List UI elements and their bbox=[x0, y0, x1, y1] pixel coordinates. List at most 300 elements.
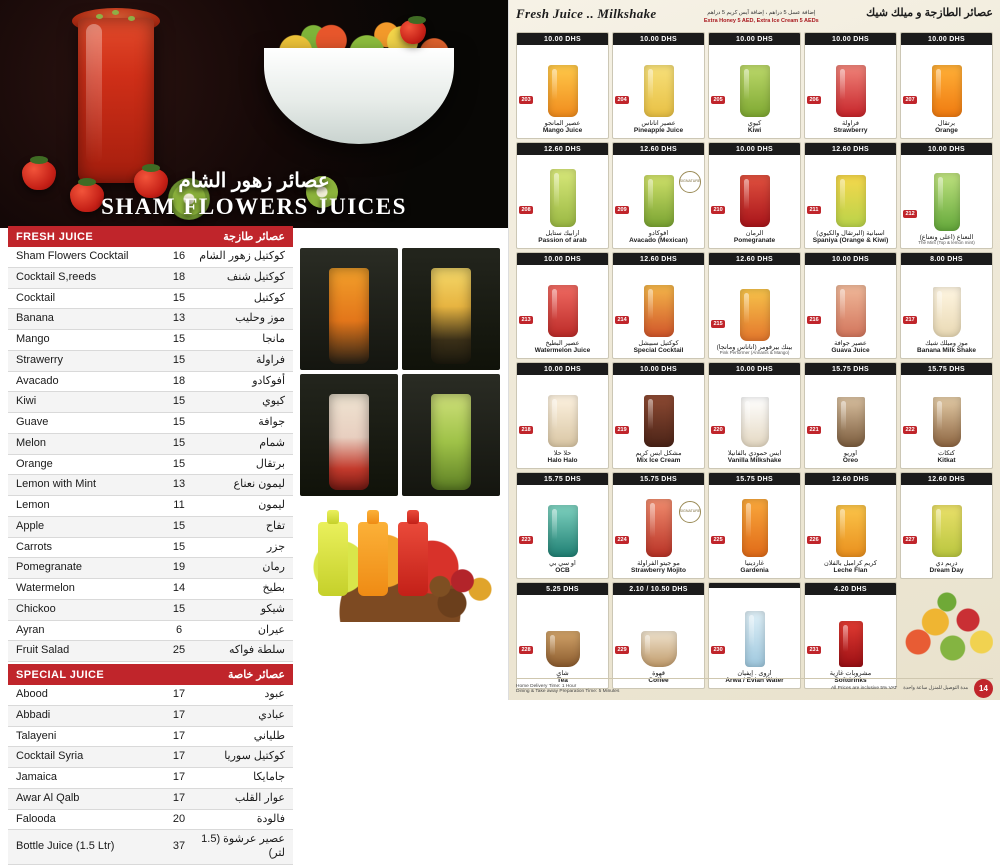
item-name-en: Pomegranate bbox=[16, 561, 83, 574]
product-image bbox=[613, 595, 704, 670]
price-badge: 5.25 DHS bbox=[517, 583, 608, 595]
item-number: 216 bbox=[807, 316, 821, 324]
menu-row bbox=[8, 247, 293, 268]
product-cell[interactable] bbox=[708, 32, 801, 139]
product-image bbox=[709, 375, 800, 450]
menu-row bbox=[8, 289, 293, 310]
item-name-en: Chickoo bbox=[16, 602, 56, 615]
menu-list bbox=[8, 226, 293, 865]
item-name-en: Awar Al Qalb bbox=[16, 791, 80, 804]
special-juice-rows bbox=[8, 685, 293, 865]
product-name-ar: برتقال bbox=[937, 119, 956, 127]
right-page bbox=[508, 0, 1000, 700]
price-badge: 10.00 DHS bbox=[517, 363, 608, 375]
item-price: 15 bbox=[172, 519, 186, 532]
price-badge: 10.00 DHS bbox=[709, 143, 800, 155]
collage-row bbox=[300, 248, 500, 370]
item-number: 214 bbox=[615, 316, 629, 324]
product-name-ar: حلا حلا bbox=[553, 449, 572, 457]
menu-row bbox=[8, 475, 293, 496]
item-price: 15 bbox=[172, 540, 186, 553]
drink-icon bbox=[836, 175, 866, 227]
page-footer bbox=[516, 678, 993, 696]
item-price: 15 bbox=[172, 436, 186, 449]
layered-drink-icon bbox=[431, 268, 471, 364]
item-name-en: Talayeni bbox=[16, 729, 57, 742]
drink-icon bbox=[740, 289, 770, 341]
product-cell[interactable] bbox=[612, 582, 705, 689]
item-name-ar: كوكتيل سوريا bbox=[224, 750, 285, 763]
item-name-ar: عبادي bbox=[258, 708, 285, 721]
right-page-header bbox=[516, 6, 993, 32]
signature-badge: SIGNATURE bbox=[679, 171, 701, 193]
photo-bottles bbox=[300, 500, 500, 622]
item-name-ar: كوكتيل bbox=[253, 291, 285, 304]
item-number: 228 bbox=[519, 646, 533, 654]
menu-row bbox=[8, 621, 293, 642]
item-number: 219 bbox=[615, 426, 629, 434]
price-badge: 15.75 DHS bbox=[901, 363, 992, 375]
product-name-ar: مو جيتو الفراولة bbox=[637, 559, 680, 567]
vanilla-milkshake-icon bbox=[741, 397, 769, 447]
item-name-ar: عبود bbox=[264, 688, 285, 700]
item-name-ar: عصير عرشوة (1.5 لتر) bbox=[201, 833, 285, 859]
hero-title-english: SHAM FLOWERS JUICES bbox=[101, 194, 407, 219]
drink-icon bbox=[548, 285, 578, 337]
product-name-en: Kitkat bbox=[937, 456, 956, 464]
bottle-icon bbox=[318, 522, 348, 596]
item-name-en: Abood bbox=[16, 688, 48, 700]
item-name-en: Strawerry bbox=[16, 353, 64, 366]
item-price: 16 bbox=[172, 250, 186, 262]
drink-icon bbox=[550, 169, 576, 227]
item-name-ar: جزر bbox=[266, 540, 285, 553]
item-price: 11 bbox=[173, 499, 185, 511]
item-name-en: Jamaica bbox=[16, 771, 57, 783]
item-price: 6 bbox=[175, 623, 183, 636]
product-cell[interactable] bbox=[900, 252, 993, 359]
item-number: 225 bbox=[711, 536, 725, 544]
product-name-ar: أرابيك ستايل bbox=[545, 229, 580, 237]
menu-row bbox=[8, 496, 293, 517]
price-badge: 15.75 DHS bbox=[805, 363, 896, 375]
item-price: 19 bbox=[172, 561, 186, 574]
price-badge: 12.60 DHS bbox=[805, 143, 896, 155]
item-name-en: Fruit Salad bbox=[16, 644, 70, 657]
product-grid bbox=[516, 32, 993, 689]
product-cell[interactable] bbox=[516, 252, 609, 359]
milkshake-icon bbox=[933, 287, 961, 337]
photo-berry-glass bbox=[300, 374, 398, 496]
product-name-ar: عصير جوافة bbox=[834, 339, 867, 347]
menu-row bbox=[8, 747, 293, 768]
product-name-ar: كريم كراميل بالفلان bbox=[824, 559, 877, 567]
product-name-ar: اسبانية (البرتقال والكيوي) bbox=[816, 229, 885, 237]
product-name-en: Banana Milk Shake bbox=[917, 346, 976, 354]
drink-icon bbox=[836, 285, 866, 337]
item-name-en: Lemon with Mint bbox=[16, 478, 97, 491]
product-cell[interactable] bbox=[708, 362, 801, 469]
price-badge: 10.00 DHS bbox=[709, 363, 800, 375]
photo-collage bbox=[300, 248, 500, 622]
product-name-ar: قهوة bbox=[652, 669, 665, 677]
section-header-special-juice bbox=[8, 664, 293, 685]
drink-icon bbox=[932, 65, 962, 117]
item-name-ar: بطيخ bbox=[262, 582, 285, 594]
item-price: 17 bbox=[172, 791, 186, 804]
item-name-en: Melon bbox=[16, 436, 46, 449]
product-name-en: Spaniya (Orange & Kiwi) bbox=[812, 236, 889, 244]
item-number: 224 bbox=[615, 536, 629, 544]
product-cell[interactable] bbox=[708, 252, 801, 359]
product-cell[interactable] bbox=[804, 362, 897, 469]
bottle-icon bbox=[358, 522, 388, 596]
price-badge: 10.00 DHS bbox=[901, 33, 992, 45]
item-name-ar: رمان bbox=[262, 561, 285, 574]
strawberry-icon bbox=[400, 20, 426, 44]
product-image bbox=[517, 265, 608, 340]
item-name-en: Carrots bbox=[16, 540, 53, 553]
product-cell[interactable] bbox=[804, 252, 897, 359]
drink-icon bbox=[644, 65, 674, 117]
extras-note-en: Extra Honey 5 AED, Extra Ice Cream 5 AEDs bbox=[703, 18, 819, 25]
product-name-en: Passion of arab bbox=[538, 236, 587, 244]
product-name-en: Strawberry bbox=[833, 126, 868, 134]
product-image bbox=[901, 375, 992, 450]
section-title-ar: عصائر خاصة bbox=[227, 669, 285, 681]
item-name-ar: شيكو bbox=[260, 602, 285, 615]
fresh-juice-rows bbox=[8, 247, 293, 662]
item-price: 25 bbox=[172, 644, 186, 657]
item-name-en: Banana bbox=[16, 312, 54, 325]
product-name-ar: أو سي بي bbox=[549, 559, 576, 567]
dream-day-icon bbox=[932, 505, 962, 557]
product-name-en: Kiwi bbox=[747, 126, 762, 134]
product-cell[interactable] bbox=[516, 362, 609, 469]
menu-row bbox=[8, 351, 293, 372]
photo-layered-glass bbox=[402, 248, 500, 370]
product-cell[interactable] bbox=[804, 142, 897, 249]
menu-row bbox=[8, 309, 293, 330]
item-price: 17 bbox=[172, 688, 186, 700]
product-image bbox=[613, 265, 704, 340]
collage-row bbox=[300, 374, 500, 496]
item-number: 207 bbox=[903, 96, 917, 104]
product-name-ar: كتكات bbox=[938, 449, 955, 457]
item-name-ar: برتقال bbox=[255, 457, 285, 470]
item-name-ar: عيران bbox=[257, 623, 285, 636]
product-name-en: Vanilla Milkshake bbox=[727, 456, 782, 464]
item-price: 15 bbox=[172, 602, 186, 615]
item-name-en: Lemon bbox=[16, 499, 50, 511]
product-cell[interactable] bbox=[900, 142, 993, 249]
item-name-ar: تفاح bbox=[265, 519, 285, 532]
product-name-en: Orange bbox=[935, 126, 958, 134]
product-cell[interactable] bbox=[708, 472, 801, 579]
product-name-ar: بينك بيرفومر (أناناس ومانجا) bbox=[716, 343, 793, 351]
product-name-en: The Mint (Top & lemon mint) bbox=[918, 240, 975, 246]
item-number: 218 bbox=[519, 426, 533, 434]
product-cell[interactable] bbox=[612, 362, 705, 469]
page-number: 14 bbox=[974, 679, 993, 698]
product-name-ar: شاي bbox=[556, 669, 569, 677]
item-name-ar: أفوكادو bbox=[252, 374, 285, 387]
menu-row bbox=[8, 600, 293, 621]
item-price: 13 bbox=[172, 478, 186, 491]
product-name-en: Mango Juice bbox=[542, 126, 583, 134]
signature-badge: SIGNATURE bbox=[679, 501, 701, 523]
vat-note: All Prices are inclusive 5% VAT bbox=[831, 686, 898, 691]
product-name-en: Guava Juice bbox=[831, 346, 870, 354]
item-number: 217 bbox=[903, 316, 917, 324]
product-name-ar: النعناع (أعلى ونعناع) bbox=[919, 233, 974, 241]
menu-row bbox=[8, 268, 293, 289]
item-name-en: Falooda bbox=[16, 812, 56, 825]
product-name-ar: الرمان bbox=[745, 229, 764, 237]
delivery-time-ar: مدة التوصيل للمنزل ساعة واحدة bbox=[903, 686, 968, 691]
price-badge: 15.75 DHS bbox=[709, 473, 800, 485]
water-bottle-icon bbox=[745, 611, 765, 667]
item-price: 15 bbox=[172, 333, 186, 345]
price-badge: 10.00 DHS bbox=[805, 33, 896, 45]
product-image bbox=[709, 155, 800, 230]
item-name-ar: فالودة bbox=[256, 812, 285, 825]
menu-row bbox=[8, 372, 293, 393]
price-badge: 12.60 DHS bbox=[709, 253, 800, 265]
item-name-en: Cocktail bbox=[16, 291, 56, 304]
pistachio-icon bbox=[112, 10, 119, 15]
price-badge: 4.20 DHS bbox=[805, 583, 896, 595]
extras-note-ar: إضافة عسل 5 دراهم ، إضافة آيس كريم 5 دراهم bbox=[707, 10, 816, 16]
product-name-en: Softdrinks bbox=[834, 676, 867, 684]
product-name-en: Arwa / Evian Water bbox=[725, 676, 784, 684]
product-image bbox=[517, 155, 608, 230]
item-name-en: Apple bbox=[16, 519, 45, 532]
product-name-en: Pineapple Juice bbox=[633, 126, 684, 134]
item-price: 13 bbox=[172, 312, 186, 325]
item-price: 37 bbox=[172, 840, 186, 853]
product-name-en: Watermelon Juice bbox=[534, 346, 591, 354]
fruit-splash-art bbox=[900, 582, 993, 689]
item-number: 229 bbox=[615, 646, 629, 654]
item-name-ar: شمام bbox=[259, 436, 285, 449]
drink-icon bbox=[934, 173, 960, 231]
section-title-en: SPECIAL JUICE bbox=[16, 668, 105, 681]
item-number: 208 bbox=[519, 206, 533, 214]
menu-row bbox=[8, 810, 293, 831]
product-name-ar: مشروبات غازية bbox=[829, 669, 872, 677]
menu-row bbox=[8, 685, 293, 706]
menu-row bbox=[8, 434, 293, 455]
item-name-en: Kiwi bbox=[16, 395, 37, 408]
item-name-en: Cocktail Syria bbox=[16, 750, 84, 763]
ice-cream-icon bbox=[644, 395, 674, 447]
product-cell[interactable] bbox=[516, 142, 609, 249]
item-number: 210 bbox=[711, 206, 725, 214]
item-number: 203 bbox=[519, 96, 533, 104]
kitkat-shake-icon bbox=[933, 397, 961, 447]
product-name-en: Special Cocktail bbox=[633, 346, 684, 354]
preparation-time: Dining & Take away Preparation Time: 5 Minutes bbox=[516, 688, 620, 694]
product-name-en: OCB bbox=[555, 566, 570, 574]
product-cell[interactable] bbox=[900, 472, 993, 579]
product-cell[interactable] bbox=[612, 472, 705, 579]
product-cell[interactable] bbox=[612, 32, 705, 139]
item-price: 18 bbox=[172, 374, 186, 387]
item-price: 17 bbox=[172, 750, 186, 763]
product-image bbox=[613, 45, 704, 120]
item-price: 17 bbox=[172, 708, 186, 721]
pistachio-icon bbox=[128, 16, 135, 21]
menu-row bbox=[8, 517, 293, 538]
halo-halo-icon bbox=[548, 395, 578, 447]
product-image bbox=[901, 485, 992, 560]
product-cell[interactable] bbox=[708, 582, 801, 689]
product-cell[interactable] bbox=[900, 362, 993, 469]
right-page-title-ar: عصائر الطازجة و ميلك شيك bbox=[866, 7, 993, 19]
product-cell[interactable] bbox=[516, 32, 609, 139]
berry-drink-icon bbox=[329, 394, 369, 490]
drink-icon bbox=[644, 285, 674, 337]
product-image bbox=[901, 265, 992, 340]
item-name-en: Orange bbox=[16, 457, 53, 470]
item-number: 226 bbox=[807, 536, 821, 544]
product-name-ar: موز وميلك شيك bbox=[925, 339, 968, 347]
product-name-en: Oreo bbox=[842, 456, 859, 464]
price-badge: 12.60 DHS bbox=[613, 143, 704, 155]
item-number: 204 bbox=[615, 96, 629, 104]
tea-cup-icon bbox=[546, 631, 580, 667]
product-image bbox=[709, 45, 800, 120]
soft-drink-can-icon bbox=[839, 621, 863, 667]
product-image bbox=[709, 588, 800, 670]
product-image bbox=[517, 485, 608, 560]
hero-photo bbox=[0, 0, 508, 228]
photo-green-glass bbox=[402, 374, 500, 496]
item-name-ar: جوافة bbox=[258, 416, 285, 428]
product-image bbox=[709, 265, 800, 344]
section-header-fresh-juice bbox=[8, 226, 293, 247]
product-cell[interactable] bbox=[612, 142, 705, 249]
menu-row bbox=[8, 558, 293, 579]
product-name-en: Halo Halo bbox=[547, 456, 578, 464]
price-badge: 8.00 DHS bbox=[901, 253, 992, 265]
product-name-ar: دريم دي bbox=[935, 559, 958, 567]
item-name-ar: كوكتيل زهور الشام bbox=[199, 250, 285, 262]
product-cell[interactable] bbox=[804, 32, 897, 139]
item-number: 205 bbox=[711, 96, 725, 104]
product-name-ar: عصير المانجو bbox=[544, 119, 581, 127]
item-name-en: Abbadi bbox=[16, 708, 51, 721]
drink-icon bbox=[740, 175, 770, 227]
product-name-en: Pomegranate bbox=[733, 236, 776, 244]
menu-row bbox=[8, 413, 293, 434]
item-name-ar: جامايكا bbox=[253, 771, 285, 783]
item-number: 213 bbox=[519, 316, 533, 324]
product-cell[interactable] bbox=[708, 142, 801, 249]
coffee-cup-icon bbox=[641, 631, 677, 667]
product-image bbox=[613, 375, 704, 450]
product-name-en: Pink Performer (Annanis & Mango) bbox=[719, 350, 790, 356]
item-number: 223 bbox=[519, 536, 533, 544]
item-price: 18 bbox=[172, 270, 186, 283]
product-name-en: Avacado (Mexican) bbox=[629, 236, 688, 244]
product-image bbox=[517, 45, 608, 120]
price-badge: 10.00 DHS bbox=[613, 363, 704, 375]
menu-row bbox=[8, 789, 293, 810]
product-image bbox=[709, 485, 800, 560]
menu-row bbox=[8, 330, 293, 351]
item-price: 14 bbox=[172, 582, 186, 594]
item-name-ar: كوكتيل شنف bbox=[226, 270, 285, 283]
product-cell[interactable] bbox=[900, 32, 993, 139]
item-name-ar: موز وحليب bbox=[235, 312, 285, 325]
product-name-ar: أفوكادو bbox=[648, 229, 669, 237]
menu-row bbox=[8, 392, 293, 413]
product-name-ar: فراولة bbox=[841, 119, 860, 127]
item-number: 227 bbox=[903, 536, 917, 544]
mojito-icon bbox=[646, 499, 672, 557]
product-cell[interactable] bbox=[804, 472, 897, 579]
item-name-ar: ليمون bbox=[258, 499, 285, 511]
drink-icon bbox=[836, 65, 866, 117]
section-title-en: FRESH JUICE bbox=[16, 230, 94, 243]
product-cell[interactable] bbox=[612, 252, 705, 359]
menu-row bbox=[8, 830, 293, 865]
item-number: 231 bbox=[807, 646, 821, 654]
item-name-ar: مانجا bbox=[262, 333, 285, 345]
product-image bbox=[613, 485, 704, 560]
drink-icon bbox=[644, 175, 674, 227]
hero-title-arabic: عصائر زهور الشام bbox=[178, 170, 330, 192]
product-cell[interactable] bbox=[804, 582, 897, 689]
product-image bbox=[901, 155, 992, 234]
item-name-en: Sham Flowers Cocktail bbox=[16, 250, 129, 262]
item-number: 222 bbox=[903, 426, 917, 434]
item-price: 15 bbox=[172, 353, 186, 366]
footer-left bbox=[516, 684, 619, 694]
item-name-ar: عوار القلب bbox=[234, 791, 285, 804]
item-number: 220 bbox=[711, 426, 725, 434]
item-name-en: Ayran bbox=[16, 623, 45, 636]
item-number: 209 bbox=[615, 206, 629, 214]
product-image bbox=[805, 595, 896, 670]
item-price: 20 bbox=[172, 812, 186, 825]
section-title-ar: عصائر طازجة bbox=[223, 231, 285, 243]
item-number: 215 bbox=[711, 320, 725, 328]
product-name-en: Strawberry Mojito bbox=[631, 566, 686, 574]
product-name-ar: غاردينيا bbox=[744, 559, 765, 567]
price-badge: 12.60 DHS bbox=[613, 253, 704, 265]
juice-glass-icon bbox=[78, 18, 154, 183]
drink-icon bbox=[548, 65, 578, 117]
item-name-en: Cocktail S,reeds bbox=[16, 270, 97, 283]
price-badge: 2.10 / 10.50 DHS bbox=[613, 583, 704, 595]
product-name-ar: عصير البطيخ bbox=[545, 339, 580, 347]
item-name-en: Watermelon bbox=[16, 582, 75, 594]
price-badge: 10.00 DHS bbox=[613, 33, 704, 45]
item-price: 17 bbox=[172, 729, 186, 742]
menu-row bbox=[8, 538, 293, 559]
pistachio-icon bbox=[96, 14, 103, 19]
leche-flan-icon bbox=[836, 505, 866, 557]
mango-drink-icon bbox=[329, 268, 369, 364]
product-cell[interactable] bbox=[516, 582, 609, 689]
product-cell[interactable] bbox=[516, 472, 609, 579]
extras-note bbox=[704, 6, 819, 26]
product-name-en: Dream Day bbox=[929, 566, 964, 574]
product-image bbox=[901, 45, 992, 120]
